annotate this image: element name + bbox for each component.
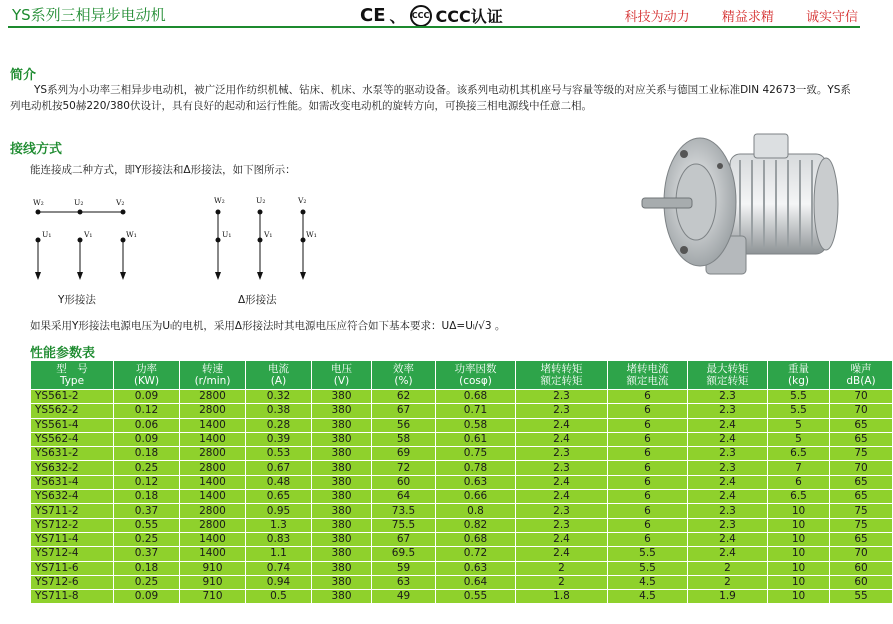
table-cell: 0.78 <box>436 461 516 475</box>
model-type-cell: YS561-4 <box>31 418 114 432</box>
delta-bottom-label: V₁ <box>264 230 273 239</box>
table-header-cell <box>246 361 312 390</box>
table-cell: 0.48 <box>246 475 312 489</box>
table-cell: 69.5 <box>372 547 436 561</box>
table-cell: 0.09 <box>114 432 180 446</box>
table-cell: 0.55 <box>436 590 516 604</box>
model-type-cell: YS632-2 <box>31 461 114 475</box>
page-title: YS系列三相异步电动机 <box>12 6 166 24</box>
table-cell: 0.68 <box>436 390 516 404</box>
table-header-cell <box>768 361 830 390</box>
table-cell: 75 <box>830 504 893 518</box>
table-cell: 380 <box>312 461 372 475</box>
table-row <box>31 461 893 475</box>
table-cell: 2800 <box>180 518 246 532</box>
table-cell: 4.5 <box>608 590 688 604</box>
table-cell: 2.4 <box>516 432 608 446</box>
table-cell: 10 <box>768 561 830 575</box>
table-row <box>31 561 893 575</box>
header-line: Type <box>59 375 85 387</box>
table-cell: 6.5 <box>768 447 830 461</box>
header-line: 电压 <box>331 363 352 375</box>
table-cell: 910 <box>180 575 246 589</box>
table-cell: 62 <box>372 390 436 404</box>
table-cell: 2.3 <box>688 504 768 518</box>
header-line: (r/min) <box>194 375 231 387</box>
table-cell: 10 <box>768 504 830 518</box>
header-line: dB(A) <box>846 375 876 387</box>
table-cell: 2.3 <box>688 461 768 475</box>
table-cell: 6 <box>608 461 688 475</box>
table-cell: 1400 <box>180 475 246 489</box>
slogans <box>611 6 858 25</box>
table-header-cell <box>114 361 180 390</box>
table-cell: 1400 <box>180 418 246 432</box>
electric-motor-image <box>640 126 840 284</box>
intro-text: YS系列为小功率三相异步电动机，被广泛用作纺织机械、钻床、机床、水泵等的驱动设备。该系列电动机其机座号与容量等级的对应关系与德国工业标准DIN 42673一致。YS系列电动机按50赫220/380伏设计，具有良好的起动和运行性能。如需改变电动机的旋转方向，可换接三相电源线中任意二相。 <box>10 84 851 112</box>
table-cell: 58 <box>372 432 436 446</box>
table-cell: 2.3 <box>516 390 608 404</box>
table-cell: 0.63 <box>436 561 516 575</box>
table-cell: 6.5 <box>768 490 830 504</box>
table-cell: 2800 <box>180 390 246 404</box>
table-cell: 2 <box>688 561 768 575</box>
table-cell: 2.4 <box>688 490 768 504</box>
table-header-cell <box>516 361 608 390</box>
ccc-cert-label: CCC认证 <box>435 7 503 26</box>
table-cell: 6 <box>608 432 688 446</box>
table-cell: 0.38 <box>246 404 312 418</box>
table-cell: 2.3 <box>688 518 768 532</box>
y-bottom-label: V₁ <box>84 230 93 239</box>
table-cell: 2.3 <box>688 404 768 418</box>
table-row <box>31 532 893 546</box>
table-cell: 380 <box>312 575 372 589</box>
table-cell: 2.4 <box>688 547 768 561</box>
table-cell: 380 <box>312 432 372 446</box>
table-cell: 2.4 <box>516 532 608 546</box>
header-line: 重量 <box>788 363 809 375</box>
header-line: 堵转转矩 <box>540 363 583 375</box>
header-line: 功率 <box>136 363 157 375</box>
header-line: (KW) <box>133 375 160 387</box>
y-bottom-label: U₁ <box>42 230 52 239</box>
table-cell: 4.5 <box>608 575 688 589</box>
table-cell: 5 <box>768 432 830 446</box>
table-cell: 2.3 <box>516 404 608 418</box>
table-cell: 60 <box>830 561 893 575</box>
performance-table <box>30 360 893 604</box>
table-cell: 10 <box>768 532 830 546</box>
table-cell: 6 <box>608 390 688 404</box>
header-line: 效率 <box>393 363 414 375</box>
header-line: 最大转矩 <box>706 363 749 375</box>
table-cell: 0.32 <box>246 390 312 404</box>
table-row <box>31 518 893 532</box>
table-cell: 380 <box>312 547 372 561</box>
header-line: 额定转矩 <box>706 375 749 387</box>
header-line: (%) <box>394 375 413 387</box>
table-cell: 0.61 <box>436 432 516 446</box>
table-cell: 6 <box>608 404 688 418</box>
table-cell: 0.74 <box>246 561 312 575</box>
table-cell: 10 <box>768 590 830 604</box>
table-cell: 0.18 <box>114 447 180 461</box>
y-top-label: W₂ <box>33 198 44 207</box>
table-cell: 2.4 <box>688 475 768 489</box>
wiring-title: 接线方式 <box>10 142 63 157</box>
table-cell: 2.4 <box>516 490 608 504</box>
model-type-cell: YS561-2 <box>31 390 114 404</box>
model-type-cell: YS562-4 <box>31 432 114 446</box>
table-cell: 1.9 <box>688 590 768 604</box>
model-type-cell: YS712-6 <box>31 575 114 589</box>
table-cell: 2.4 <box>516 547 608 561</box>
table-cell: 1400 <box>180 490 246 504</box>
model-type-cell: YS711-2 <box>31 504 114 518</box>
table-cell: 67 <box>372 532 436 546</box>
table-row <box>31 390 893 404</box>
table-cell: 380 <box>312 532 372 546</box>
table-cell: 2.3 <box>516 461 608 475</box>
table-cell: 2 <box>516 575 608 589</box>
table-cell: 0.55 <box>114 518 180 532</box>
table-cell: 72 <box>372 461 436 475</box>
table-cell: 7 <box>768 461 830 475</box>
table-cell: 67 <box>372 404 436 418</box>
performance-title: 性能参数表 <box>30 346 96 361</box>
table-cell: 5.5 <box>608 547 688 561</box>
table-cell: 10 <box>768 575 830 589</box>
table-cell: 380 <box>312 518 372 532</box>
table-row <box>31 575 893 589</box>
slogan-item: 精益求精 <box>721 10 774 25</box>
table-header-cell <box>31 361 114 390</box>
header-line: 电流 <box>268 363 289 375</box>
table-cell: 0.37 <box>114 547 180 561</box>
table-cell: 0.12 <box>114 475 180 489</box>
table-cell: 75.5 <box>372 518 436 532</box>
table-cell: 64 <box>372 490 436 504</box>
table-row <box>31 504 893 518</box>
table-cell: 65 <box>830 475 893 489</box>
table-cell: 0.94 <box>246 575 312 589</box>
table-cell: 49 <box>372 590 436 604</box>
table-cell: 65 <box>830 432 893 446</box>
table-cell: 6 <box>608 418 688 432</box>
table-row <box>31 418 893 432</box>
model-type-cell: YS711-6 <box>31 561 114 575</box>
table-cell: 2 <box>688 575 768 589</box>
header-line: 功率因数 <box>454 363 497 375</box>
table-cell: 6 <box>608 447 688 461</box>
intro-title: 简介 <box>10 68 37 83</box>
certification-marks <box>360 4 503 27</box>
delta-top-label: W₂ <box>214 196 225 205</box>
table-cell: 2.3 <box>516 518 608 532</box>
table-cell: 2800 <box>180 461 246 475</box>
table-cell: 0.66 <box>436 490 516 504</box>
wiring-note: 如果采用Y形接法电源电压为Uₗ的电机，采用Δ形接法时其电源电压应符合如下基本要求：UΔ=Uₗ/√3 。 <box>30 320 506 332</box>
table-cell: 6 <box>608 475 688 489</box>
table-cell: 2.3 <box>688 447 768 461</box>
header-line: 额定电流 <box>626 375 669 387</box>
table-cell: 0.25 <box>114 532 180 546</box>
delta-bottom-label: W₁ <box>306 230 317 239</box>
model-type-cell: YS711-8 <box>31 590 114 604</box>
table-cell: 2 <box>516 561 608 575</box>
table-cell: 1400 <box>180 532 246 546</box>
table-cell: 380 <box>312 490 372 504</box>
table-cell: 2.4 <box>516 475 608 489</box>
table-cell: 2.4 <box>688 432 768 446</box>
table-cell: 2.3 <box>688 390 768 404</box>
table-cell: 60 <box>830 575 893 589</box>
table-cell: 73.5 <box>372 504 436 518</box>
y-connection-diagram <box>28 192 148 287</box>
table-row <box>31 432 893 446</box>
table-cell: 2800 <box>180 447 246 461</box>
table-cell: 0.83 <box>246 532 312 546</box>
table-cell: 6 <box>608 490 688 504</box>
table-cell: 0.18 <box>114 561 180 575</box>
wiring-desc: 能连接成二种方式，即Y形接法和Δ形接法，如下图所示： <box>30 164 296 176</box>
table-row <box>31 475 893 489</box>
table-cell: 60 <box>372 475 436 489</box>
table-cell: 0.12 <box>114 404 180 418</box>
table-cell: 0.65 <box>246 490 312 504</box>
delta-top-label: U₂ <box>256 196 266 205</box>
table-header-cell <box>436 361 516 390</box>
model-type-cell: YS631-2 <box>31 447 114 461</box>
table-cell: 0.09 <box>114 390 180 404</box>
table-cell: 56 <box>372 418 436 432</box>
table-cell: 2.4 <box>688 418 768 432</box>
table-cell: 6 <box>608 518 688 532</box>
performance-table-container <box>30 360 876 604</box>
table-cell: 2.3 <box>516 447 608 461</box>
header-divider <box>8 26 860 28</box>
table-cell: 0.5 <box>246 590 312 604</box>
table-cell: 1.8 <box>516 590 608 604</box>
table-cell: 380 <box>312 447 372 461</box>
table-cell: 65 <box>830 490 893 504</box>
table-cell: 910 <box>180 561 246 575</box>
table-header-cell <box>688 361 768 390</box>
table-cell: 0.25 <box>114 575 180 589</box>
table-cell: 1.3 <box>246 518 312 532</box>
table-cell: 0.06 <box>114 418 180 432</box>
table-cell: 5.5 <box>608 561 688 575</box>
delta-top-label: V₂ <box>298 196 307 205</box>
table-cell: 2.4 <box>688 532 768 546</box>
table-cell: 0.72 <box>436 547 516 561</box>
table-cell: 380 <box>312 475 372 489</box>
table-cell: 380 <box>312 590 372 604</box>
table-header-cell <box>180 361 246 390</box>
table-cell: 0.37 <box>114 504 180 518</box>
table-cell: 380 <box>312 404 372 418</box>
table-cell: 10 <box>768 518 830 532</box>
table-cell: 65 <box>830 532 893 546</box>
table-cell: 0.64 <box>436 575 516 589</box>
table-cell: 0.09 <box>114 590 180 604</box>
header-line: 型 号 <box>56 363 88 375</box>
table-cell: 2.3 <box>516 504 608 518</box>
ce-mark-icon: CE <box>360 5 386 26</box>
table-cell: 0.25 <box>114 461 180 475</box>
model-type-cell: YS711-4 <box>31 532 114 546</box>
table-cell: 0.82 <box>436 518 516 532</box>
table-cell: 70 <box>830 547 893 561</box>
delta-bottom-label: U₁ <box>222 230 232 239</box>
table-cell: 1400 <box>180 547 246 561</box>
table-header-row <box>31 361 893 390</box>
table-row <box>31 490 893 504</box>
table-row <box>31 447 893 461</box>
table-cell: 5.5 <box>768 404 830 418</box>
table-cell: 69 <box>372 447 436 461</box>
table-cell: 0.68 <box>436 532 516 546</box>
table-cell: 0.58 <box>436 418 516 432</box>
table-row <box>31 590 893 604</box>
table-cell: 63 <box>372 575 436 589</box>
table-cell: 380 <box>312 418 372 432</box>
table-cell: 2800 <box>180 404 246 418</box>
table-cell: 0.67 <box>246 461 312 475</box>
table-cell: 70 <box>830 404 893 418</box>
table-cell: 5 <box>768 418 830 432</box>
table-cell: 55 <box>830 590 893 604</box>
table-cell: 6 <box>608 504 688 518</box>
ccc-mark-icon: CCC <box>410 5 432 27</box>
cert-separator: 、 <box>389 7 406 26</box>
table-cell: 0.75 <box>436 447 516 461</box>
table-cell: 75 <box>830 518 893 532</box>
table-cell: 380 <box>312 390 372 404</box>
y-top-label: U₂ <box>74 198 84 207</box>
y-bottom-label: W₁ <box>126 230 137 239</box>
table-cell: 0.95 <box>246 504 312 518</box>
table-cell: 380 <box>312 561 372 575</box>
table-cell: 1.1 <box>246 547 312 561</box>
header-line: 转速 <box>202 363 223 375</box>
table-cell: 0.63 <box>436 475 516 489</box>
table-header-cell <box>312 361 372 390</box>
table-cell: 6 <box>608 532 688 546</box>
table-cell: 710 <box>180 590 246 604</box>
header-line: 噪声 <box>850 363 872 375</box>
table-header-cell <box>372 361 436 390</box>
table-header-cell <box>608 361 688 390</box>
table-cell: 70 <box>830 461 893 475</box>
table-cell: 380 <box>312 504 372 518</box>
model-type-cell: YS562-2 <box>31 404 114 418</box>
slogan-item: 科技为动力 <box>624 10 690 25</box>
delta-connection-diagram <box>208 192 318 287</box>
header-line: (cosφ) <box>459 375 492 387</box>
model-type-cell: YS632-4 <box>31 490 114 504</box>
y-diagram-caption: Y形接法 <box>58 294 96 306</box>
table-cell: 1400 <box>180 432 246 446</box>
table-cell: 0.53 <box>246 447 312 461</box>
slogan-item: 诚实守信 <box>805 10 858 25</box>
table-cell: 5.5 <box>768 390 830 404</box>
header-line: (kg) <box>788 375 809 387</box>
table-cell: 0.39 <box>246 432 312 446</box>
delta-diagram-caption: Δ形接法 <box>238 294 277 306</box>
table-cell: 70 <box>830 390 893 404</box>
table-cell: 2800 <box>180 504 246 518</box>
table-cell: 0.8 <box>436 504 516 518</box>
table-header-cell <box>830 361 893 390</box>
table-cell: 59 <box>372 561 436 575</box>
table-cell: 75 <box>830 447 893 461</box>
header-line: (V) <box>333 375 350 387</box>
table-row <box>31 547 893 561</box>
header-line: (A) <box>270 375 287 387</box>
table-row <box>31 404 893 418</box>
table-cell: 6 <box>768 475 830 489</box>
table-cell: 0.28 <box>246 418 312 432</box>
table-cell: 0.71 <box>436 404 516 418</box>
table-cell: 65 <box>830 418 893 432</box>
model-type-cell: YS712-4 <box>31 547 114 561</box>
header-line: 额定转矩 <box>540 375 583 387</box>
table-cell: 10 <box>768 547 830 561</box>
table-body <box>31 390 893 604</box>
table-cell: 2.4 <box>516 418 608 432</box>
model-type-cell: YS631-4 <box>31 475 114 489</box>
header-line: 堵转电流 <box>626 363 669 375</box>
model-type-cell: YS712-2 <box>31 518 114 532</box>
y-top-label: V₂ <box>116 198 125 207</box>
table-cell: 0.18 <box>114 490 180 504</box>
